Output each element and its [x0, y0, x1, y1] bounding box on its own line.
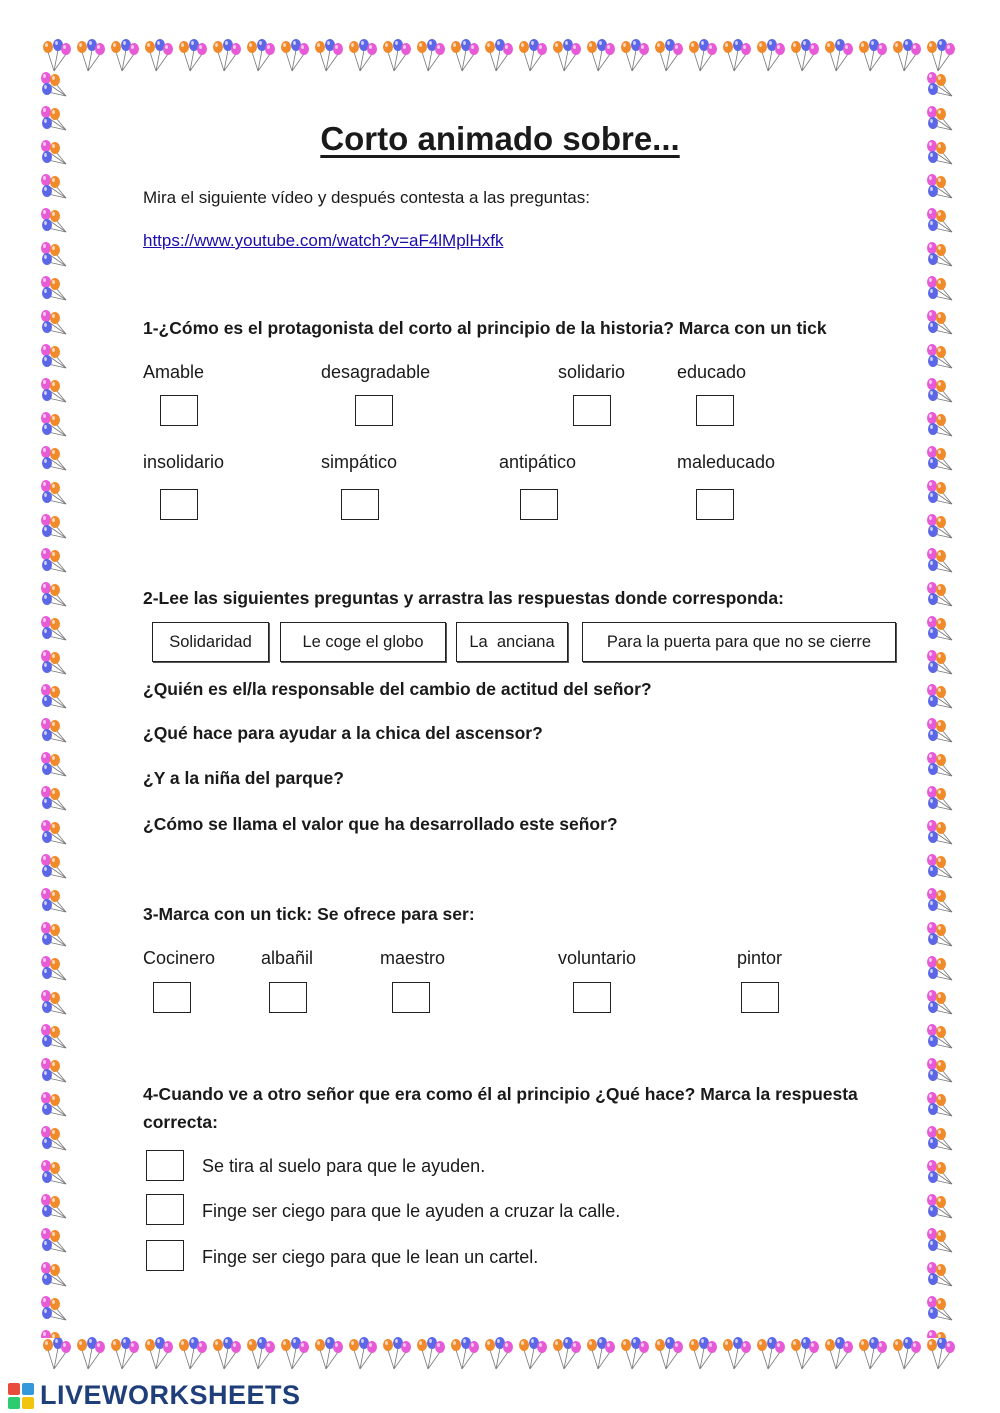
checkbox-maleducado[interactable]	[696, 489, 734, 520]
question-3: 3-Marca con un tick: Se ofrece para ser:	[143, 904, 475, 924]
checkbox-pintor[interactable]	[741, 982, 779, 1013]
checkbox-amable[interactable]	[160, 395, 198, 426]
brand-name: LIVEWORKSHEETS	[40, 1380, 301, 1410]
checkbox-cocinero[interactable]	[153, 982, 191, 1013]
subquestion: ¿Qué hace para ayudar a la chica del ascensor?	[143, 723, 543, 743]
question-4-line-2: correcta:	[143, 1112, 218, 1132]
question-4-line-1: 4-Cuando ve a otro señor que era como él al principio ¿Qué hace? Marca la respuesta	[143, 1084, 858, 1104]
worksheet-title: Corto animado sobre...	[320, 120, 680, 157]
question-2: 2-Lee las siguientes preguntas y arrastra las respuestas donde corresponda:	[143, 588, 784, 608]
option-label: desagradable	[321, 362, 431, 382]
option-label: maestro	[380, 948, 446, 968]
option-label: simpático	[321, 452, 398, 472]
checkbox-albanil[interactable]	[269, 982, 307, 1013]
checkbox-q4-option-2[interactable]	[146, 1194, 184, 1225]
drag-answer-puerta[interactable]: Para la puerta para que no se cierre	[582, 622, 896, 662]
subquestion: ¿Cómo se llama el valor que ha desarrollado este señor?	[143, 814, 618, 834]
checkbox-q4-option-1[interactable]	[146, 1150, 184, 1181]
checkbox-insolidario[interactable]	[160, 489, 198, 520]
option-label: antipático	[499, 452, 577, 472]
checkbox-desagradable[interactable]	[355, 395, 393, 426]
q4-option-text: Finge ser ciego para que le ayuden a cruzar la calle.	[202, 1201, 621, 1221]
checkbox-voluntario[interactable]	[573, 982, 611, 1013]
liveworksheets-logo-icon	[8, 1383, 34, 1409]
question-1: 1-¿Cómo es el protagonista del corto al principio de la historia? Marca con un tick	[143, 318, 827, 338]
checkbox-antipatico[interactable]	[520, 489, 558, 520]
option-label: maleducado	[677, 452, 776, 472]
q4-option-text: Se tira al suelo para que le ayuden.	[202, 1156, 486, 1176]
checkbox-simpatico[interactable]	[341, 489, 379, 520]
option-label: pintor	[737, 948, 783, 968]
subquestion: ¿Y a la niña del parque?	[143, 768, 344, 788]
option-label: insolidario	[143, 452, 225, 472]
video-link[interactable]: https://www.youtube.com/watch?v=aF4lMplHxfk	[143, 231, 504, 250]
drag-answer-solidaridad[interactable]: Solidaridad	[152, 622, 269, 662]
checkbox-q4-option-3[interactable]	[146, 1240, 184, 1271]
drag-answer-anciana[interactable]: La anciana	[456, 622, 568, 662]
q4-option-text: Finge ser ciego para que le lean un cartel.	[202, 1247, 539, 1267]
checkbox-educado[interactable]	[696, 395, 734, 426]
option-label: albañil	[261, 948, 314, 968]
option-label: Cocinero	[143, 948, 216, 968]
subquestion: ¿Quién es el/la responsable del cambio de actitud del señor?	[143, 679, 652, 699]
option-label: educado	[677, 362, 747, 382]
option-label: voluntario	[558, 948, 637, 968]
checkbox-solidario[interactable]	[573, 395, 611, 426]
option-label: solidario	[558, 362, 626, 382]
liveworksheets-logo[interactable]	[8, 1380, 301, 1411]
option-label: Amable	[143, 362, 205, 382]
checkbox-maestro[interactable]	[392, 982, 430, 1013]
intro-text: Mira el siguiente vídeo y después contesta a las preguntas:	[143, 188, 590, 207]
drag-answer-globo[interactable]: Le coge el globo	[280, 622, 446, 662]
